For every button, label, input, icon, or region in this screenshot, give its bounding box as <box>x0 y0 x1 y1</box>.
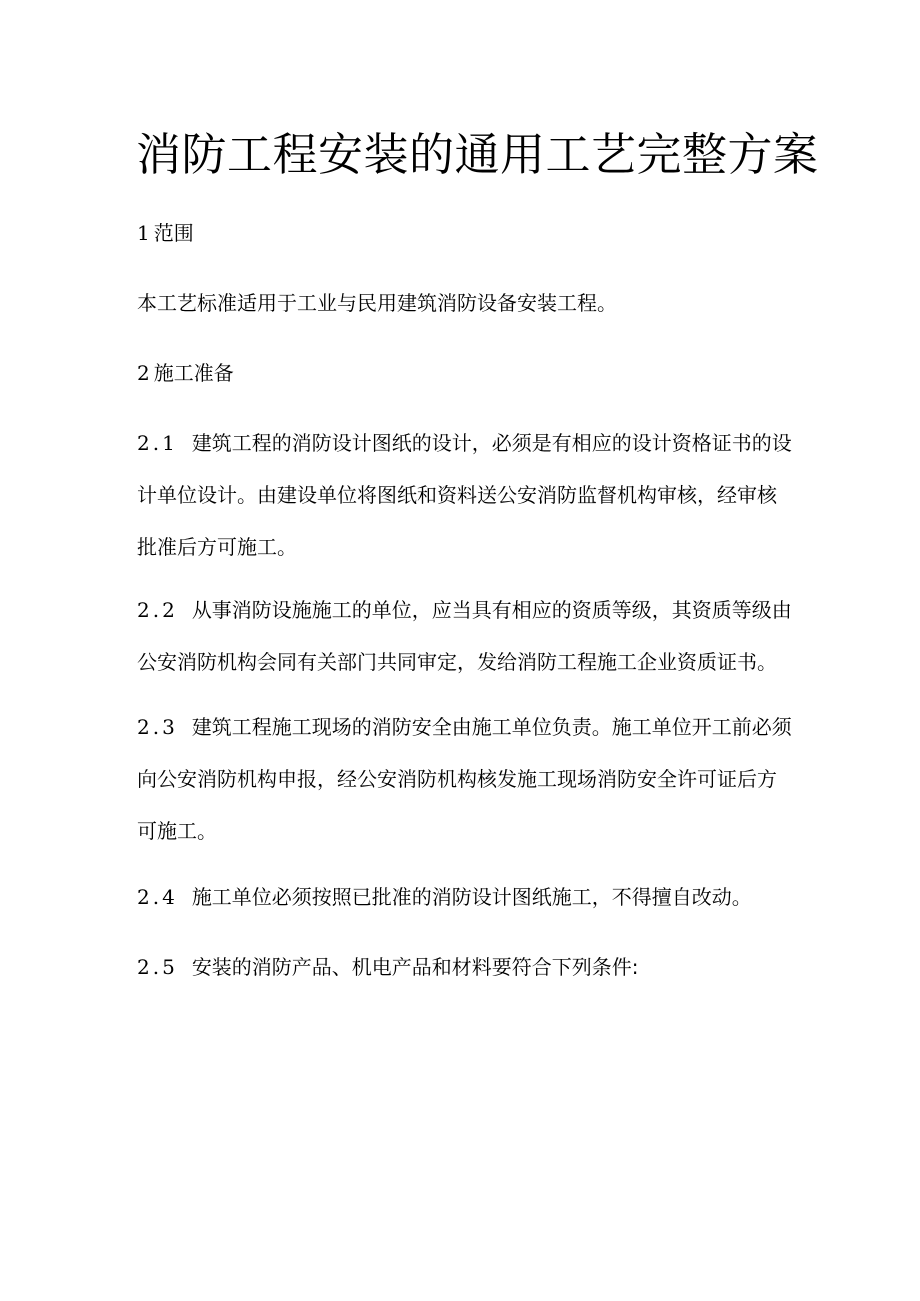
clause-text: 建筑工程的消防设计图纸的设计，必须是有相应的设计资格证书的设计单位设计。由建设单位将图纸和资料送公安消防监督机构审核，经审核批准后方可施工。 <box>137 431 792 559</box>
section-title: 范围 <box>153 221 194 245</box>
section-number: 1 <box>137 221 150 245</box>
clause-text: 施工单位必须按照已批准的消防设计图纸施工，不得擅自改动。 <box>191 885 752 909</box>
section-title: 施工准备 <box>153 361 234 385</box>
section-heading-scope <box>137 207 792 259</box>
section-heading-preparation <box>137 347 792 399</box>
clause-number: 2.3 <box>137 715 178 739</box>
clause-number: 2.5 <box>137 955 178 979</box>
section-number: 2 <box>137 361 150 385</box>
clause-text: 从事消防设施施工的单位，应当具有相应的资质等级，其资质等级由公安消防机构会同有关部门共同审定，发给消防工程施工企业资质证书。 <box>137 598 792 674</box>
clause-2-3 <box>137 701 792 857</box>
clause-number: 2.2 <box>137 598 178 622</box>
clause-text: 安装的消防产品、机电产品和材料要符合下列条件: <box>191 955 639 979</box>
clause-number: 2.1 <box>137 431 178 455</box>
clause-2-5 <box>137 941 792 993</box>
clause-text: 建筑工程施工现场的消防安全由施工单位负责。施工单位开工前必须向公安消防机构申报，经公安消防机构核发施工现场消防安全许可证后方可施工。 <box>137 715 792 843</box>
document-title: 消防工程安装的通用工艺完整方案 <box>136 128 819 181</box>
scope-paragraph: 本工艺标准适用于工业与民用建筑消防设备安装工程。 <box>137 291 617 315</box>
clause-2-4 <box>137 871 792 923</box>
clause-2-2 <box>137 584 792 688</box>
clause-2-1 <box>137 417 792 573</box>
clause-number: 2.4 <box>137 885 178 909</box>
